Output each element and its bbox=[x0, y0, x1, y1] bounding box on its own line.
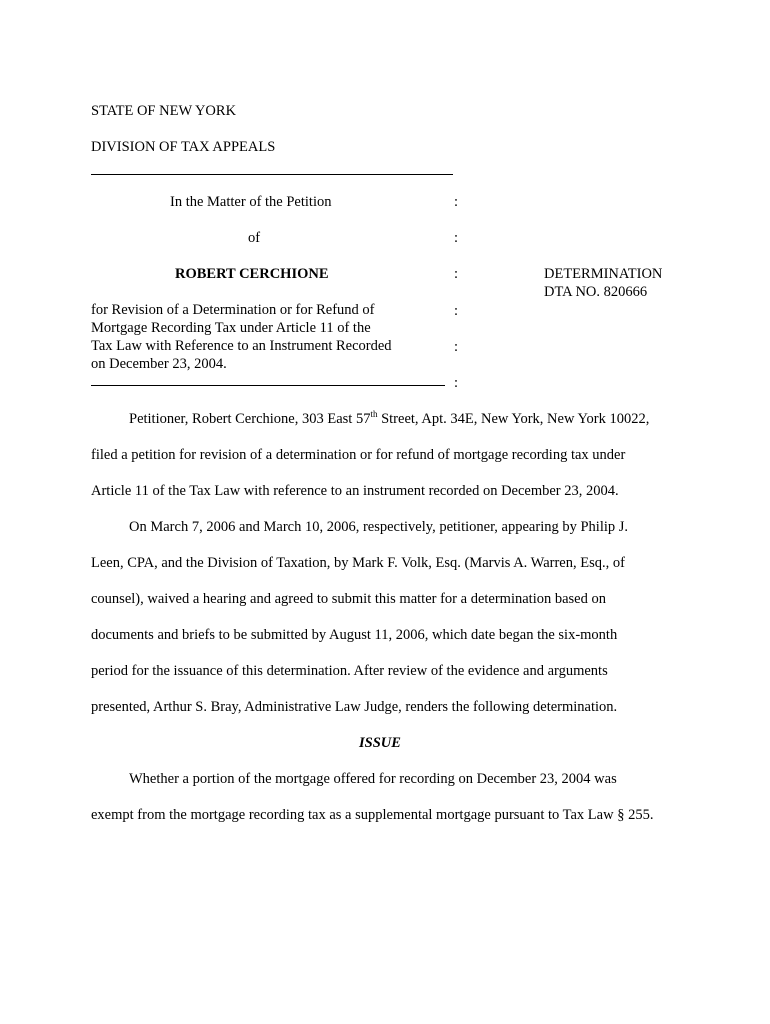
body-line: exempt from the mortgage recording tax as a supplemental mortgage pursuant to Tax Law § 255. bbox=[91, 807, 654, 823]
matter-line: In the Matter of the Petition bbox=[170, 194, 332, 210]
body-line: Whether a portion of the mortgage offered for recording on December 23, 2004 was bbox=[129, 771, 617, 787]
petitioner-name: ROBERT CERCHIONE bbox=[175, 266, 329, 282]
bottom-rule bbox=[91, 385, 445, 386]
description-line: on December 23, 2004. bbox=[91, 356, 227, 372]
body-line: On March 7, 2006 and March 10, 2006, respectively, petitioner, appearing by Philip J. bbox=[129, 519, 629, 535]
description-line: Mortgage Recording Tax under Article 11 of the bbox=[91, 320, 371, 336]
state-heading: STATE OF NEW YORK bbox=[91, 103, 237, 119]
dta-number: DTA NO. 820666 bbox=[544, 284, 648, 300]
of-line: of bbox=[248, 230, 261, 246]
caption-colon: : bbox=[453, 303, 459, 319]
description-line: Tax Law with Reference to an Instrument Recorded bbox=[91, 338, 392, 354]
issue-heading: ISSUE bbox=[359, 735, 401, 751]
description-line: for Revision of a Determination or for Refund of bbox=[91, 302, 375, 318]
body-line: Petitioner, Robert Cerchione, 303 East 57th Street, Apt. 34E, New York, New York 10022, bbox=[129, 409, 650, 427]
body-line: filed a petition for revision of a determination or for refund of mortgage recording tax under bbox=[91, 447, 626, 463]
caption-colon: : bbox=[453, 339, 459, 355]
body-line: presented, Arthur S. Bray, Administrative Law Judge, renders the following determination. bbox=[91, 699, 618, 715]
caption-colon: : bbox=[453, 375, 459, 391]
body-line: Leen, CPA, and the Division of Taxation, by Mark F. Volk, Esq. (Marvis A. Warren, Esq., of bbox=[91, 555, 625, 571]
caption-colon: : bbox=[453, 194, 459, 210]
determination-label: DETERMINATION bbox=[544, 266, 663, 282]
body-line: Article 11 of the Tax Law with reference to an instrument recorded on December 23, 2004. bbox=[91, 483, 619, 499]
body-line: documents and briefs to be submitted by August 11, 2006, which date began the six-month bbox=[91, 627, 618, 643]
top-rule bbox=[91, 174, 453, 175]
caption-colon: : bbox=[453, 266, 459, 282]
body-line: counsel), waived a hearing and agreed to submit this matter for a determination based on bbox=[91, 591, 606, 607]
caption-colon: : bbox=[453, 230, 459, 246]
body-line: period for the issuance of this determination. After review of the evidence and arguments bbox=[91, 663, 608, 679]
division-heading: DIVISION OF TAX APPEALS bbox=[91, 139, 276, 155]
